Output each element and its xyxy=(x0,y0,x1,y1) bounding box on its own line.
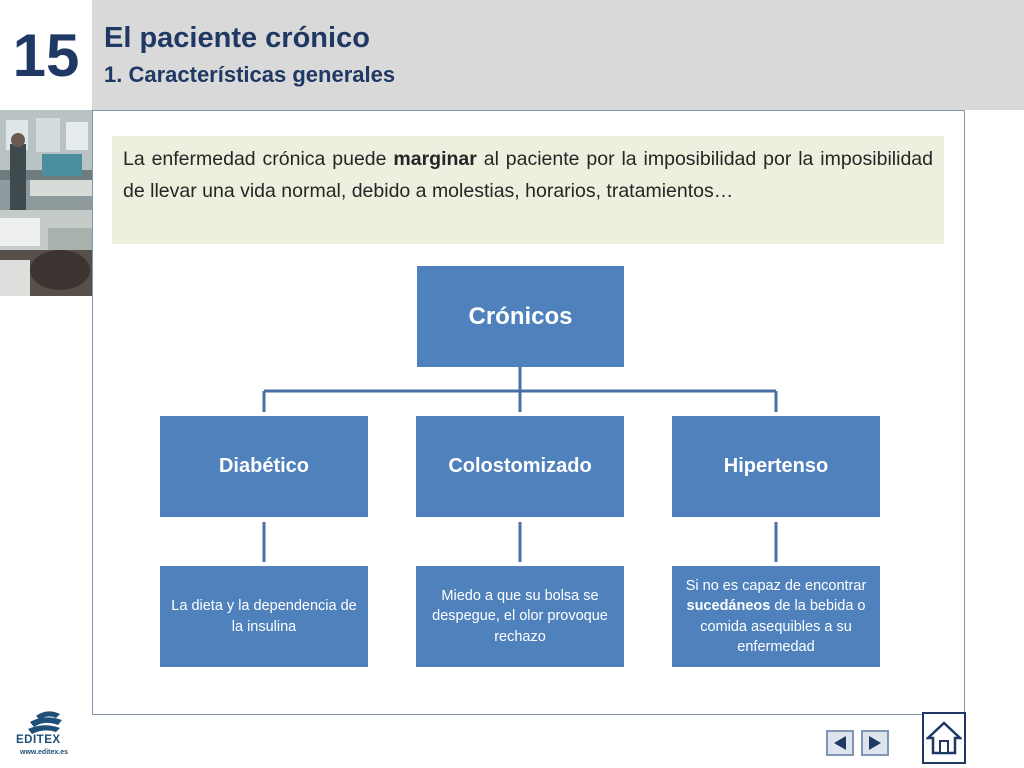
intro-text-box xyxy=(112,136,944,244)
node-colostomizado-detail xyxy=(416,566,624,667)
intro-text-start: La enfermedad crónica puede xyxy=(123,148,394,170)
node-cronicos: Crónicos xyxy=(417,266,624,367)
previous-slide-button[interactable] xyxy=(826,730,854,756)
home-icon xyxy=(926,720,962,756)
page-subtitle: 1. Características generales xyxy=(104,62,396,87)
detail-text: Si no es capaz de encontrar sucedáneos de la bebida o comida asequibles a su enfermedad xyxy=(685,577,867,655)
node-diabetico-detail xyxy=(160,566,368,667)
node-colostomizado: Colostomizado xyxy=(416,416,624,517)
node-hipertenso: Hipertenso xyxy=(672,416,880,517)
node-hipertenso-detail xyxy=(672,566,880,667)
page-title: El paciente crónico xyxy=(104,22,370,54)
logo-text: EDITEX xyxy=(16,734,61,746)
next-slide-button[interactable] xyxy=(861,730,889,756)
home-button[interactable] xyxy=(922,712,966,764)
detail-text: La dieta y la dependencia de la insulina xyxy=(171,598,357,635)
node-diabetico: Diabético xyxy=(160,416,368,517)
triangle-left-icon xyxy=(831,734,849,752)
detail-text: Miedo a que su bolsa se despegue, el olor provoque rechazo xyxy=(432,587,608,645)
hospital-photo xyxy=(0,110,92,296)
chapter-number: 15 xyxy=(12,22,80,89)
intro-text-end: al paciente por la imposibilidad por la imposibilidad de llevar una vida normal, debido a molestias, horarios, tratamientos… xyxy=(123,148,933,202)
logo-url: www.editex.es xyxy=(20,749,68,756)
intro-text-bold: marginar xyxy=(393,148,477,170)
triangle-right-icon xyxy=(866,734,884,752)
hospital-photo-image xyxy=(0,110,92,296)
